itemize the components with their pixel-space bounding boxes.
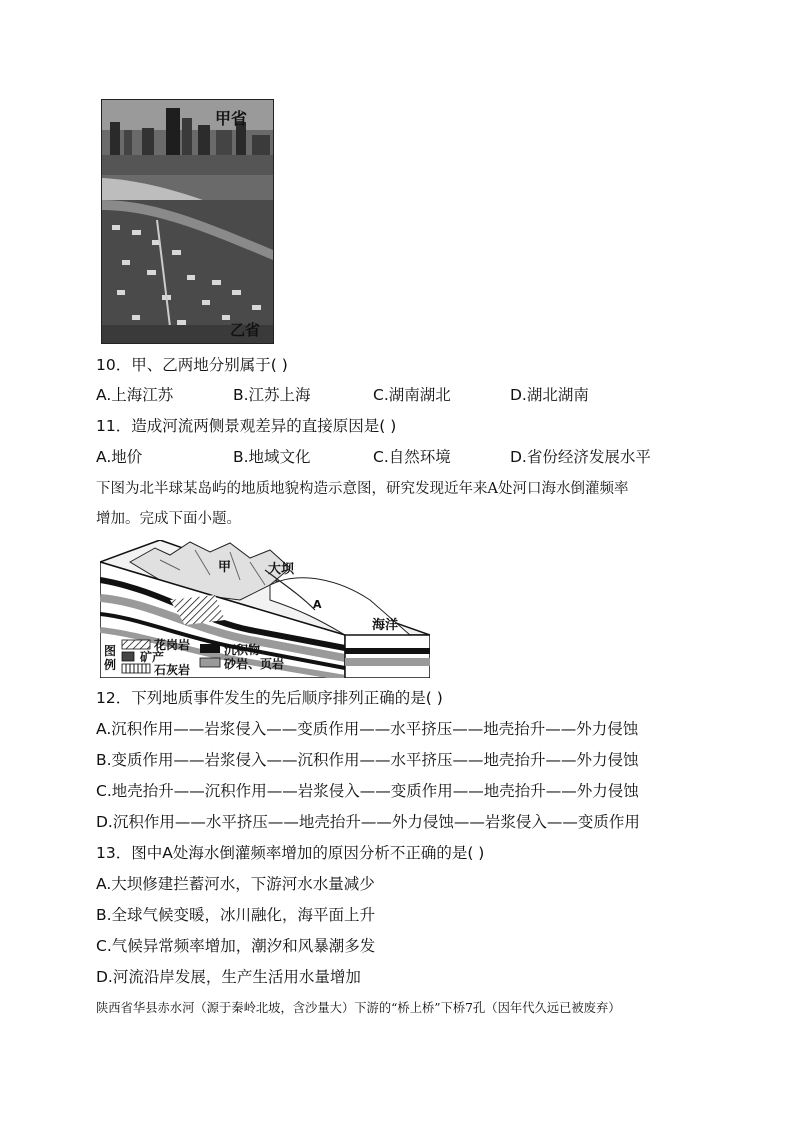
q11-option-a: A.地价: [96, 448, 143, 466]
passage-intro-line: 陕西省华县赤水河（源于秦岭北坡，含沙量大）下游的“桥上桥”下桥7孔（因年代久远已被废弃）: [96, 1001, 621, 1015]
intro-line-2: 增加。完成下面小题。: [96, 511, 241, 527]
q13-option-c: C.气候异常频率增加，潮汐和风暴潮多发: [96, 937, 376, 955]
q12-option-d: D.沉积作用——水平挤压——地壳抬升——外力侵蚀——岩浆侵入——变质作用: [96, 813, 640, 831]
intro-line-1: 下图为北半球某岛屿的地质地貌构造示意图，研究发现近年来A处河口海水倒灌频率: [96, 481, 629, 497]
photo-label-yi: 乙省: [230, 321, 261, 339]
q10-option-a: A.上海江苏: [96, 386, 174, 404]
q10-option-b: B.江苏上海: [233, 386, 311, 404]
question-10-stem: 10．甲、乙两地分别属于( ): [96, 356, 288, 374]
label-jia: 甲: [218, 560, 232, 575]
q12-option-a: A.沉积作用——岩浆侵入——变质作用——水平挤压——地壳抬升——外力侵蚀: [96, 720, 639, 738]
label-ocean: 海洋: [372, 618, 399, 633]
q12-option-b: B.变质作用——岩浆侵入——沉积作用——水平挤压——地壳抬升——外力侵蚀: [96, 751, 639, 769]
geologic-block-diagram: [100, 540, 430, 678]
legend-title: 图例: [104, 644, 117, 672]
question-13-stem: 13．图中A处海水倒灌频率增加的原因分析不正确的是( ): [96, 844, 485, 862]
legend-sandstone-shale: 砂岩、页岩: [224, 657, 285, 671]
legend-sediment: 沉积物: [224, 643, 261, 657]
legend-mineral: 矿产: [140, 650, 165, 664]
legend-granite: 花岗岩: [154, 638, 191, 652]
q13-option-d: D.河流沿岸发展，生产生活用水量增加: [96, 968, 361, 986]
q12-option-c: C.地壳抬升——沉积作用——岩浆侵入——变质作用——地壳抬升——外力侵蚀: [96, 782, 639, 800]
q11-option-c: C.自然环境: [373, 448, 451, 466]
legend-limestone: 石灰岩: [154, 663, 191, 677]
question-11-stem: 11．造成河流两侧景观差异的直接原因是( ): [96, 417, 397, 435]
q13-option-a: A.大坝修建拦蓄河水，下游河水水量减少: [96, 875, 375, 893]
q11-option-b: B.地域文化: [233, 448, 311, 466]
q13-option-b: B.全球气候变暖，冰川融化，海平面上升: [96, 906, 376, 924]
q11-option-d: D.省份经济发展水平: [510, 448, 651, 466]
label-a: A: [313, 598, 322, 611]
q10-option-d: D.湖北湖南: [510, 386, 589, 404]
label-dam: 大坝: [268, 562, 295, 577]
question-12-stem: 12．下列地质事件发生的先后顺序排列正确的是( ): [96, 689, 443, 707]
photo-illustration: [102, 100, 273, 343]
photo-label-jia: 甲省: [215, 109, 248, 128]
q10-option-c: C.湖南湖北: [373, 386, 451, 404]
city-river-photo: [101, 99, 274, 344]
